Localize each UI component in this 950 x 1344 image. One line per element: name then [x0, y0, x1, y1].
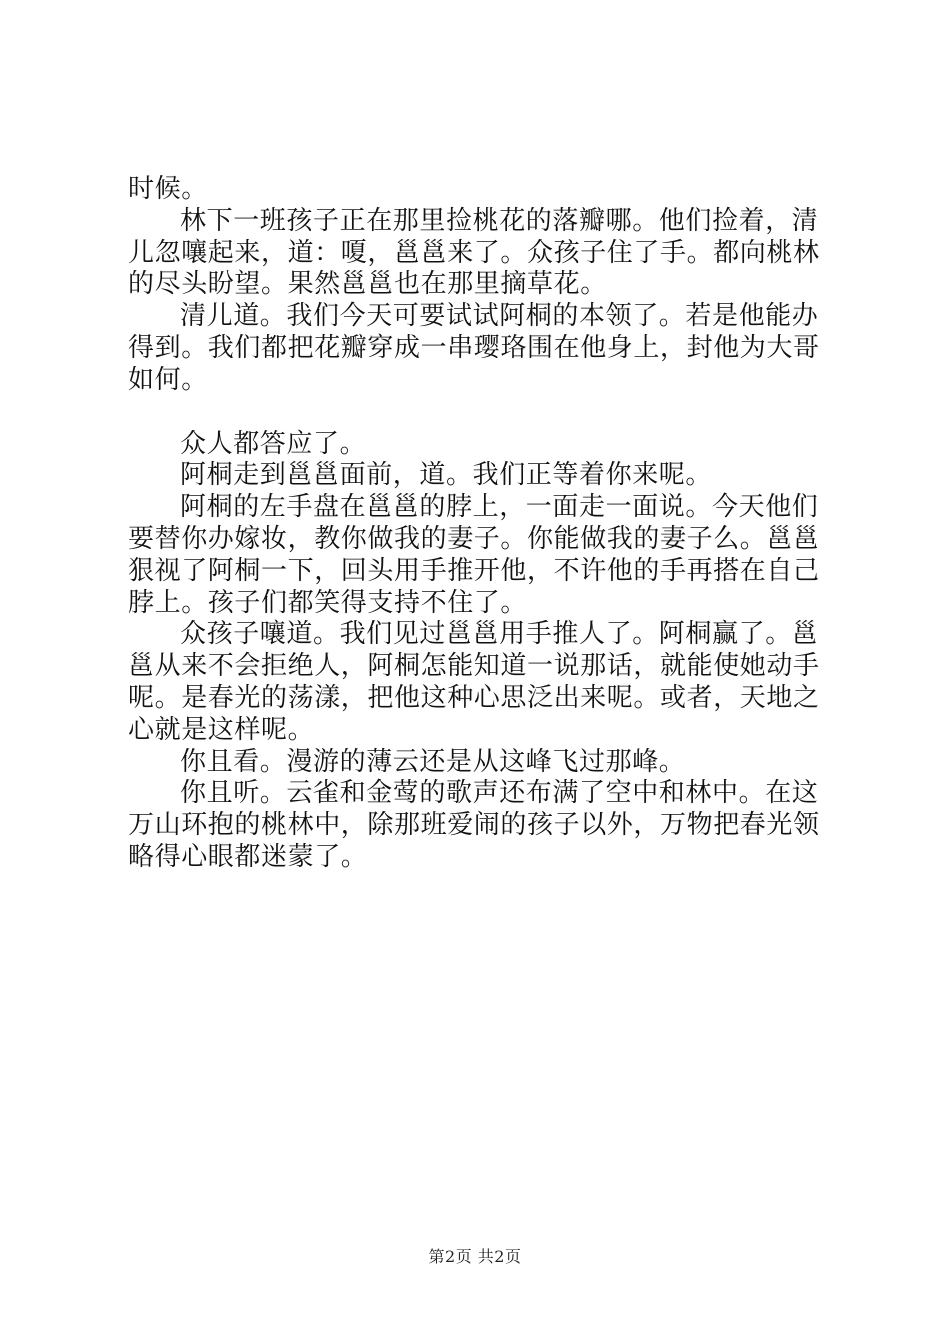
paragraph-2: 林下一班孩子正在那里捡桃花的落瓣哪。他们捡着，清儿忽嚷起来，道：嗄，邕邕来了。众孩子住了手。都向桃林的尽头盼望。果然邕邕也在那里摘草花。 [128, 205, 820, 300]
paragraph-3: 清儿道。我们今天可要试试阿桐的本领了。若是他能办得到。我们都把花瓣穿成一串璎珞围在他身上，封他为大哥如何。 [128, 301, 820, 395]
page-footer: 第2页 共2页 [428, 1247, 522, 1266]
paragraph-8: 你且看。漫游的薄云还是从这峰飞过那峰。 [180, 746, 686, 777]
paragraph-4: 众人都答应了。 [180, 428, 367, 459]
paragraph-6: 阿桐的左手盘在邕邕的脖上，一面走一面说。今天他们要替你办嫁妆，教你做我的妻子。你能做我的妻子么。邕邕狠视了阿桐一下，回头用手推开他，不许他的手再搭在自己脖上。孩子们都笑得支持不住了。 [128, 492, 820, 618]
paragraph-7: 众孩子嚷道。我们见过邕邕用手推人了。阿桐赢了。邕邕从来不会拒绝人，阿桐怎能知道一说那话，就能使她动手呢。是春光的荡漾，把他这种心思泛出来呢。或者，天地之心就是这样呢。 [128, 619, 820, 745]
paragraph-5: 阿桐走到邕邕面前，道。我们正等着你来呢。 [180, 460, 713, 491]
paragraph-gap [128, 397, 838, 429]
paragraph-1: 时候。 [128, 174, 208, 204]
paragraph-9: 你且听。云雀和金莺的歌声还布满了空中和林中。在这万山环抱的桃林中，除那班爱闹的孩子以外，万物把春光领略得心眼都迷蒙了。 [128, 778, 820, 872]
body-text [128, 174, 838, 874]
